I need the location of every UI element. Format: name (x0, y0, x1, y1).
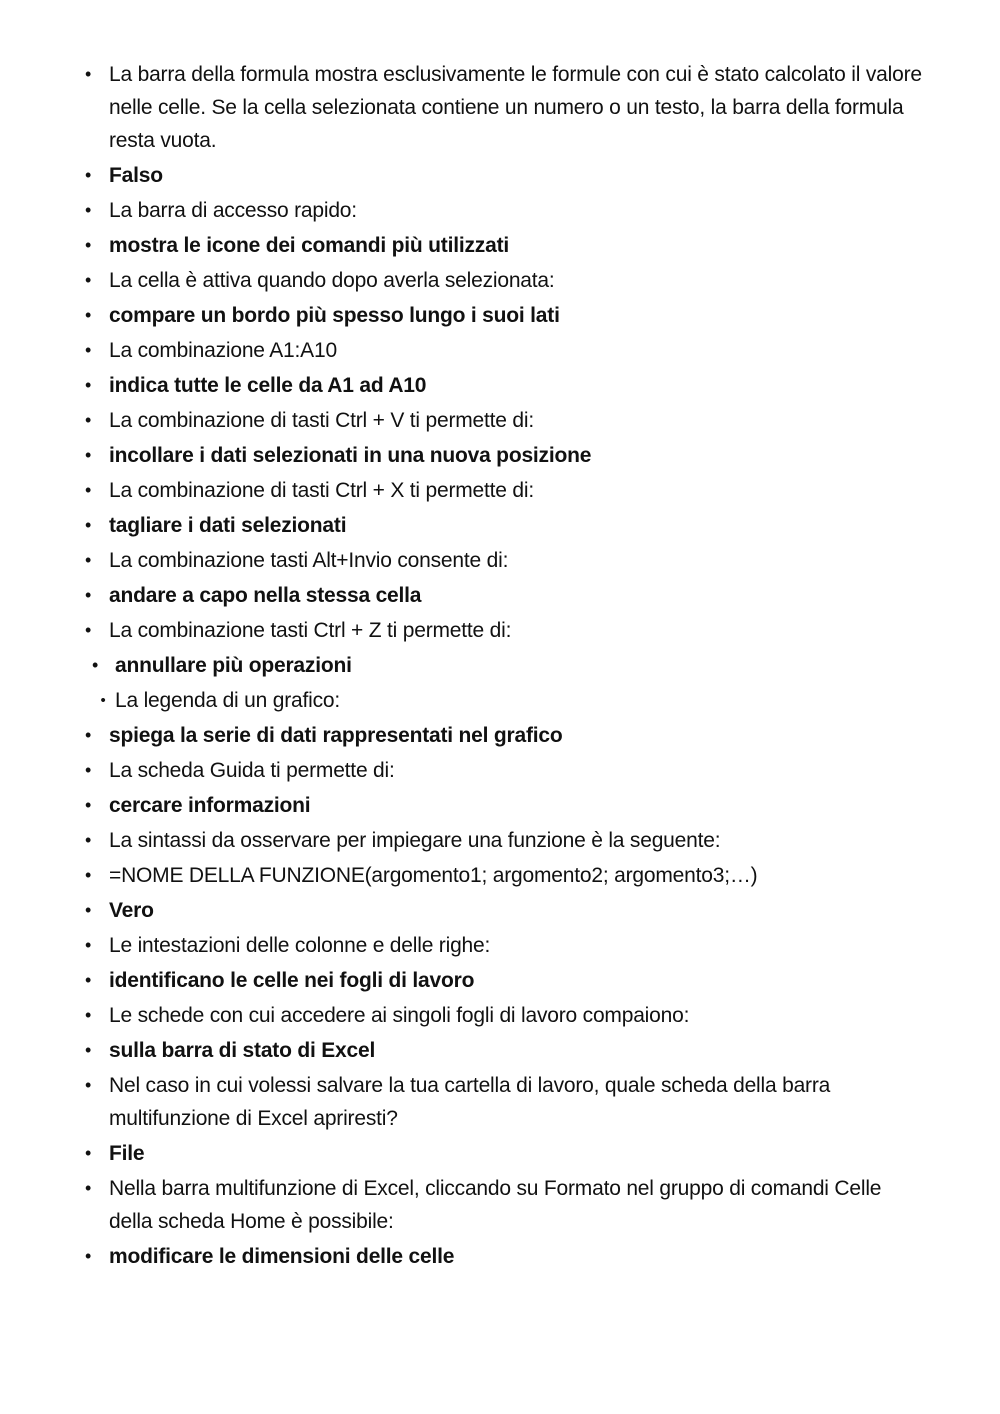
list-item-text: annullare più operazioni (115, 654, 352, 677)
bullet-icon: • (84, 550, 92, 570)
list-item (0, 754, 1000, 787)
bullet-icon: • (84, 1246, 92, 1266)
list-item-text: La legenda di un grafico: (115, 689, 341, 712)
bullet-icon: • (84, 585, 92, 605)
bullet-icon: • (84, 305, 92, 325)
list-item (0, 509, 1000, 542)
bullet-icon: • (84, 900, 92, 920)
list-item (0, 824, 1000, 857)
bullet-icon: • (84, 865, 92, 885)
bullet-icon: • (84, 340, 92, 360)
qa-list (0, 58, 1000, 1275)
bullet-icon: • (84, 270, 92, 290)
list-item (0, 964, 1000, 997)
bullet-icon: • (84, 1040, 92, 1060)
bullet-icon: • (84, 235, 92, 255)
list-item (0, 1034, 1000, 1067)
list-item (0, 719, 1000, 752)
list-item-text: La barra di accesso rapido: (109, 199, 357, 222)
list-item-text: sulla barra di stato di Excel (109, 1039, 376, 1062)
bullet-icon: • (84, 165, 92, 185)
list-item-text: tagliare i dati selezionati (109, 514, 347, 537)
bullet-icon: • (84, 620, 92, 640)
bullet-icon: • (84, 725, 92, 745)
list-item (0, 894, 1000, 927)
list-item-text: incollare i dati selezionati in una nuova posizione (109, 444, 592, 467)
bullet-icon: • (84, 795, 92, 815)
list-item-text: indica tutte le celle da A1 ad A10 (109, 374, 427, 397)
list-item (0, 369, 1000, 402)
list-item (0, 649, 1000, 682)
list-item-text: La barra della formula mostra esclusivamente le formule con cui è stato calcolato il valore nelle celle. Se la cella selezionata contiene un numero o un testo, la barra della formula resta vuota. (109, 63, 922, 152)
list-item-text: Le intestazioni delle colonne e delle righe: (109, 934, 491, 957)
bullet-icon: • (84, 445, 92, 465)
list-item-text: identificano le celle nei fogli di lavoro (109, 969, 475, 992)
bullet-icon: • (84, 1005, 92, 1025)
list-item (0, 999, 1000, 1032)
list-item-text: La scheda Guida ti permette di: (109, 759, 395, 782)
list-item-text: Falso (109, 164, 163, 187)
list-item-text: Nella barra multifunzione di Excel, cliccando su Formato nel gruppo di comandi Celle della scheda Home è possibile: (109, 1177, 882, 1233)
bullet-icon: • (84, 760, 92, 780)
list-item-text: mostra le icone dei comandi più utilizzati (109, 234, 510, 257)
bullet-icon: • (84, 515, 92, 535)
list-item (0, 264, 1000, 297)
bullet-icon: • (84, 200, 92, 220)
list-item (0, 614, 1000, 647)
bullet-icon: • (84, 1075, 92, 1095)
list-item-text: modificare le dimensioni delle celle (109, 1245, 455, 1268)
list-item (0, 194, 1000, 227)
list-item-text: Nel caso in cui volessi salvare la tua cartella di lavoro, quale scheda della barra multifunzione di Excel apriresti? (109, 1074, 831, 1130)
bullet-icon: • (84, 64, 92, 84)
bullet-icon: • (100, 692, 106, 709)
list-item-text: File (109, 1142, 145, 1165)
list-item-text: =NOME DELLA FUNZIONE(argomento1; argomento2; argomento3;…) (109, 864, 758, 887)
list-item-text: compare un bordo più spesso lungo i suoi lati (109, 304, 560, 327)
bullet-icon: • (84, 830, 92, 850)
bullet-icon: • (84, 375, 92, 395)
list-item (0, 439, 1000, 472)
list-item (0, 474, 1000, 507)
bullet-icon: • (84, 410, 92, 430)
bullet-icon: • (84, 1143, 92, 1163)
list-item (0, 159, 1000, 192)
list-item-text: cercare informazioni (109, 794, 311, 817)
bullet-icon: • (84, 480, 92, 500)
list-item (0, 229, 1000, 262)
list-item (0, 1240, 1000, 1273)
list-item-text: andare a capo nella stessa cella (109, 584, 422, 607)
list-item (0, 334, 1000, 367)
list-item-text: La cella è attiva quando dopo averla selezionata: (109, 269, 555, 292)
list-item (0, 859, 1000, 892)
list-item-text: La combinazione di tasti Ctrl + V ti permette di: (109, 409, 534, 432)
list-item (0, 579, 1000, 612)
list-item (0, 1137, 1000, 1170)
list-item-text: La combinazione di tasti Ctrl + X ti permette di: (109, 479, 534, 502)
bullet-icon: • (91, 655, 99, 675)
list-item (0, 544, 1000, 577)
list-item (0, 684, 1000, 717)
list-item-text: Vero (109, 899, 154, 922)
list-item (0, 789, 1000, 822)
bullet-icon: • (84, 935, 92, 955)
list-item-text: La combinazione tasti Alt+Invio consente di: (109, 549, 509, 572)
list-item (0, 1172, 1000, 1238)
list-item (0, 299, 1000, 332)
list-item (0, 58, 1000, 157)
list-item-text: La sintassi da osservare per impiegare una funzione è la seguente: (109, 829, 721, 852)
list-item-text: La combinazione tasti Ctrl + Z ti permette di: (109, 619, 512, 642)
list-item-text: spiega la serie di dati rappresentati nel grafico (109, 724, 563, 747)
list-item (0, 404, 1000, 437)
bullet-icon: • (84, 1178, 92, 1198)
list-item-text: Le schede con cui accedere ai singoli fogli di lavoro compaiono: (109, 1004, 690, 1027)
list-item (0, 929, 1000, 962)
bullet-icon: • (84, 970, 92, 990)
list-item (0, 1069, 1000, 1135)
list-item-text: La combinazione A1:A10 (109, 339, 337, 362)
